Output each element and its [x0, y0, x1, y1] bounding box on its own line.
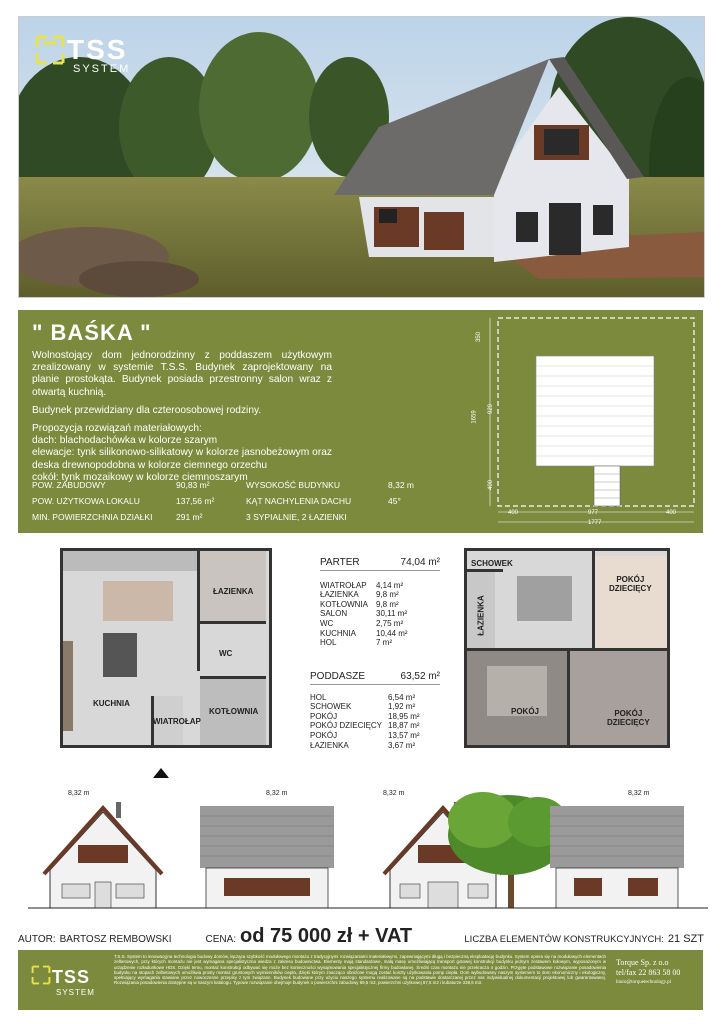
parter-title: PARTER	[320, 557, 360, 568]
logo-text: TSS	[52, 967, 91, 987]
entrance-arrow-icon	[153, 768, 169, 778]
room-label: KOTŁOWNIA	[209, 707, 259, 716]
room-area: 6,54 m²	[388, 692, 416, 702]
room-name: SCHOWEK	[310, 702, 352, 712]
room-area: 18,95 m²	[388, 711, 420, 721]
room-area: 10,44 m²	[376, 628, 408, 638]
room-area: 1,92 m²	[388, 702, 416, 712]
spec-label: MIN. POWIERZCHNIA DZIAŁKI	[32, 512, 153, 522]
parter-table	[320, 558, 440, 648]
height-label: 8,32 m	[266, 790, 288, 797]
price-label: CENA:	[205, 934, 237, 945]
info-panel	[18, 310, 703, 533]
room-label: POKÓJ DZIECIĘCY	[609, 575, 652, 593]
spec-value: 137,56 m²	[176, 496, 215, 506]
room-label: POKÓJ	[511, 707, 540, 716]
room-area: 7 m²	[376, 638, 392, 648]
house-purpose: Budynek przewidziany dla czteroosobowej rodziny.	[32, 404, 262, 416]
room-area: 13,57 m²	[388, 730, 420, 740]
room-area: 4,14 m²	[376, 580, 404, 590]
material-item: cokół: tynk mozaikowy w kolorze ciemnoszarym	[32, 471, 248, 483]
logo-subtext: SYSTEM	[73, 63, 131, 75]
parter-floor-plan	[60, 548, 272, 748]
company-name: Torque Sp. z o.o	[616, 958, 669, 967]
spec-value: 8,32 m	[388, 480, 414, 490]
hero-render-image	[18, 16, 705, 298]
room-area: 2,75 m²	[376, 618, 404, 628]
site-dim: 350	[476, 331, 483, 343]
site-plan	[471, 314, 698, 528]
logo-text: TSS	[67, 34, 128, 65]
room-label: WC	[219, 649, 233, 658]
material-item: elewacje: tynk silikonowo-silikatowy w kolorze jasnobeżowym oraz deska drewnopodobna w kolorze ciemnego orzechu	[32, 447, 332, 471]
site-dim: 977	[588, 510, 599, 516]
elevations	[28, 790, 708, 920]
spec-label: 3 SYPIALNIE, 2 ŁAZIENKI	[246, 512, 347, 522]
room-area: 9,8 m²	[376, 599, 399, 609]
room-name: ŁAZIENKA	[320, 590, 359, 600]
height-label: 8,32 m	[383, 790, 405, 797]
poddasze-area: 63,52 m²	[400, 671, 440, 682]
house-title: " BAŚKA "	[32, 320, 152, 345]
house-description: Wolnostojący dom jednorodzinny z poddaszem użytkowym zrealizowany w systemie T.S.S. Budynek zaprojektowany na planie prostokąta. Budynek posiada przestronny salon wraz z otwartą kuchnią.	[32, 350, 332, 398]
room-name: HOL	[320, 638, 337, 648]
spec-label: KĄT NACHYLENIA DACHU	[246, 496, 352, 506]
spec-label: WYSOKOŚĆ BUDYNKU	[246, 480, 340, 490]
house-description-block	[32, 350, 332, 484]
room-area: 30,11 m²	[376, 609, 407, 619]
room-name: POKÓJ	[310, 711, 338, 721]
room-name: WC	[320, 618, 334, 628]
room-area: 18,87 m²	[388, 721, 420, 731]
poddasze-floor-plan	[464, 548, 670, 748]
room-name: SALON	[320, 609, 348, 619]
parter-area: 74,04 m²	[400, 557, 440, 568]
room-area: 3,67 m²	[388, 740, 416, 750]
company-phone: tel/fax 22 863 58 00	[616, 968, 681, 977]
price: od 75 000 zł + VAT	[240, 925, 413, 947]
poddasze-title: PODDASZE	[310, 671, 366, 682]
height-label: 8,32 m	[68, 790, 90, 797]
info-bar	[18, 925, 704, 945]
room-label: WIATROŁAP	[153, 717, 201, 726]
room-name: KOTŁOWNIA	[320, 599, 369, 609]
room-label: ŁAZIENKA	[476, 595, 486, 636]
site-dim: 1659	[471, 410, 478, 424]
logo	[33, 33, 130, 75]
author-label: AUTOR:	[18, 934, 56, 945]
elements-count: 21 SZT	[667, 933, 704, 945]
poddasze-table	[310, 672, 440, 750]
room-label: SCHOWEK	[471, 559, 513, 568]
author-name: BARTOSZ REMBOWSKI	[59, 934, 172, 945]
height-label: 8,32 m	[628, 790, 650, 797]
logo-mark-icon	[30, 964, 52, 991]
site-dim: 400	[666, 510, 677, 516]
spec-value: 45°	[388, 496, 401, 506]
site-dim: 400	[508, 510, 519, 516]
spec-label: POW. ZABUDOWY	[32, 480, 106, 490]
materials-title: Propozycja rozwiązań materiałowych:	[32, 423, 202, 435]
material-item: dach: blachodachówka w kolorze szarym	[32, 435, 218, 447]
room-name: POKÓJ	[310, 730, 338, 740]
room-label: POKÓJ DZIECIĘCY	[607, 709, 650, 727]
room-name: HOL	[310, 692, 327, 702]
logo-mark-icon	[33, 33, 67, 67]
site-dim: 400	[488, 479, 495, 491]
room-name: WIATROŁAP	[320, 580, 367, 590]
spec-label: POW. UŻYTKOWA LOKALU	[32, 496, 140, 506]
logo-subtext: SYSTEM	[56, 988, 95, 997]
room-area: 9,8 m²	[376, 590, 399, 600]
room-name: KUCHNIA	[320, 628, 357, 638]
spec-value: 90,83 m²	[176, 480, 210, 490]
elements-label: LICZBA ELEMENTÓW KONSTRUKCYJNYCH:	[464, 934, 664, 945]
footer	[18, 950, 703, 1010]
company-info	[616, 958, 680, 988]
site-dim: 929	[488, 403, 495, 415]
site-dim-total: 1777	[588, 520, 602, 526]
room-label: KUCHNIA	[93, 699, 130, 708]
spec-value: 291 m²	[176, 512, 203, 522]
footer-logo	[30, 964, 95, 997]
room-label: ŁAZIENKA	[213, 587, 254, 596]
footer-text: T.S.S. System to innowacyjna technologia budowy domów, łącząca szybkość modułowego montażu z tradycyjnymi rozwiązaniami materiałowymi, zapewniającymi długą i bezpieczną eksploatację budynku. System opiera się na modułowych elementach żelbetowych, przy których montażu nie jest wymagana specjalistyczna wiedza z zakresu budownictwa. Elementy mają standardowe, małą masę umożliwiającą transport gotowej konstrukcji budynku jednym zestawem kołowym, wyposażonym w urządzenie rozładunkowe HDS. Dzięki temu, montaż konstrukcji odbywać się może bez konieczności wynajmowania specjalistycznej firmy budowlanej. Średni czas montażu nie przekracza 4 godzin. Przyjęte podstawowe rozwiązanie posadowienia budynku na stopach żelbetowych umożliwia prosty montaż gruntowych wymienników ciepła, dzięki którym znacząco obniżone mogą zostać koszty użytkowania pomp ciepła. Dom wybudowany naszym systemem to dom ekonomiczny i ekologiczny, spełniający wymagania stawiane przez nowoczesne przepisy z tym związane. Budynek budowane przy użyciu naszego systemu realizowane są na podstawie dostarczanej przez nas indywidualnej dokumentacji projektowej lub gwarantowanej. Rozwiązania posadowienia dostępne są w naszym katalogu. Typowe rozwiązanie obejmuje budynek o powierzchni zabudowy 69,5 m2, powierzchni użytkowej 87,5 m2 i kubaturze 338,6 m3.	[114, 954, 606, 986]
company-email[interactable]: biuro@torquetechnology.pl	[616, 980, 671, 985]
room-name: POKÓJ DZIECIĘCY	[310, 721, 383, 731]
room-name: ŁAZIENKA	[310, 740, 349, 750]
